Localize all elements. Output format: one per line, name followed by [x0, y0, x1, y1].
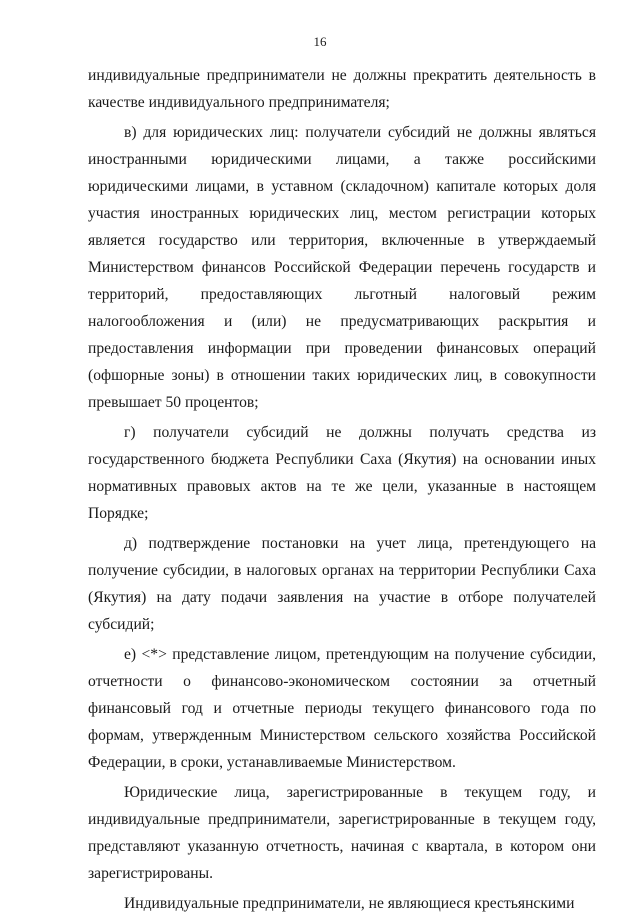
paragraph-item-g-budget-funds: г) получатели субсидий не должны получать средства из государственного бюджета Республики Саха (Якутия) на основании иных нормативных правовых актов на те же цели, указанные в настоящем Порядке; — [88, 424, 596, 522]
paragraph-newly-registered: Юридические лица, зарегистрированные в текущем году, и индивидуальные предприниматели, зарегистрированные в текущем году, представляют указанную отчетность, начиная с квартала, в котором они зарегистрированы. — [88, 784, 596, 882]
paragraph-item-e-financial-reporting: е) <*> представление лицом, претендующим на получение субсидии, отчетности о финансово-экономическом состоянии за отчетный финансовый год и отчетные периоды текущего финансового года по формам, утвержденным Министерством сельского хозяйства Российской Федерации, в сроки, устанавливаемые Министерством. — [88, 646, 596, 771]
paragraph-item-d-tax-registration: д) подтверждение постановки на учет лица, претендующего на получение субсидии, в налоговых органах на территории Республики Саха (Якутия) на дату подачи заявления на участие в отборе получателей субсидий; — [88, 535, 596, 633]
paragraph-continuation: индивидуальные предприниматели не должны прекратить деятельность в качестве индивидуального предпринимателя; — [88, 67, 596, 111]
paragraph-individual-entrepreneurs: Индивидуальные предприниматели, не являющиеся крестьянскими — [124, 895, 575, 912]
document-body — [88, 62, 596, 917]
paragraph-item-v-legal-entities: в) для юридических лиц: получатели субсидий не должны являться иностранными юридическими лицами, а также российскими юридическими лицами, в уставном (складочном) капитале которых доля участия иностранных юридических лиц, местом регистрации которых является государство или территория, включенные в утверждаемый Министерством финансов Российской Федерации перечень государств и территорий, предоставляющих льготный налоговый режим налогообложения и (или) не предусматривающих раскрытия и предоставления информации при проведении финансовых операций (офшорные зоны) в отношении таких юридических лиц, в совокупности превышает 50 процентов; — [88, 124, 596, 411]
page-number: 16 — [313, 34, 327, 49]
